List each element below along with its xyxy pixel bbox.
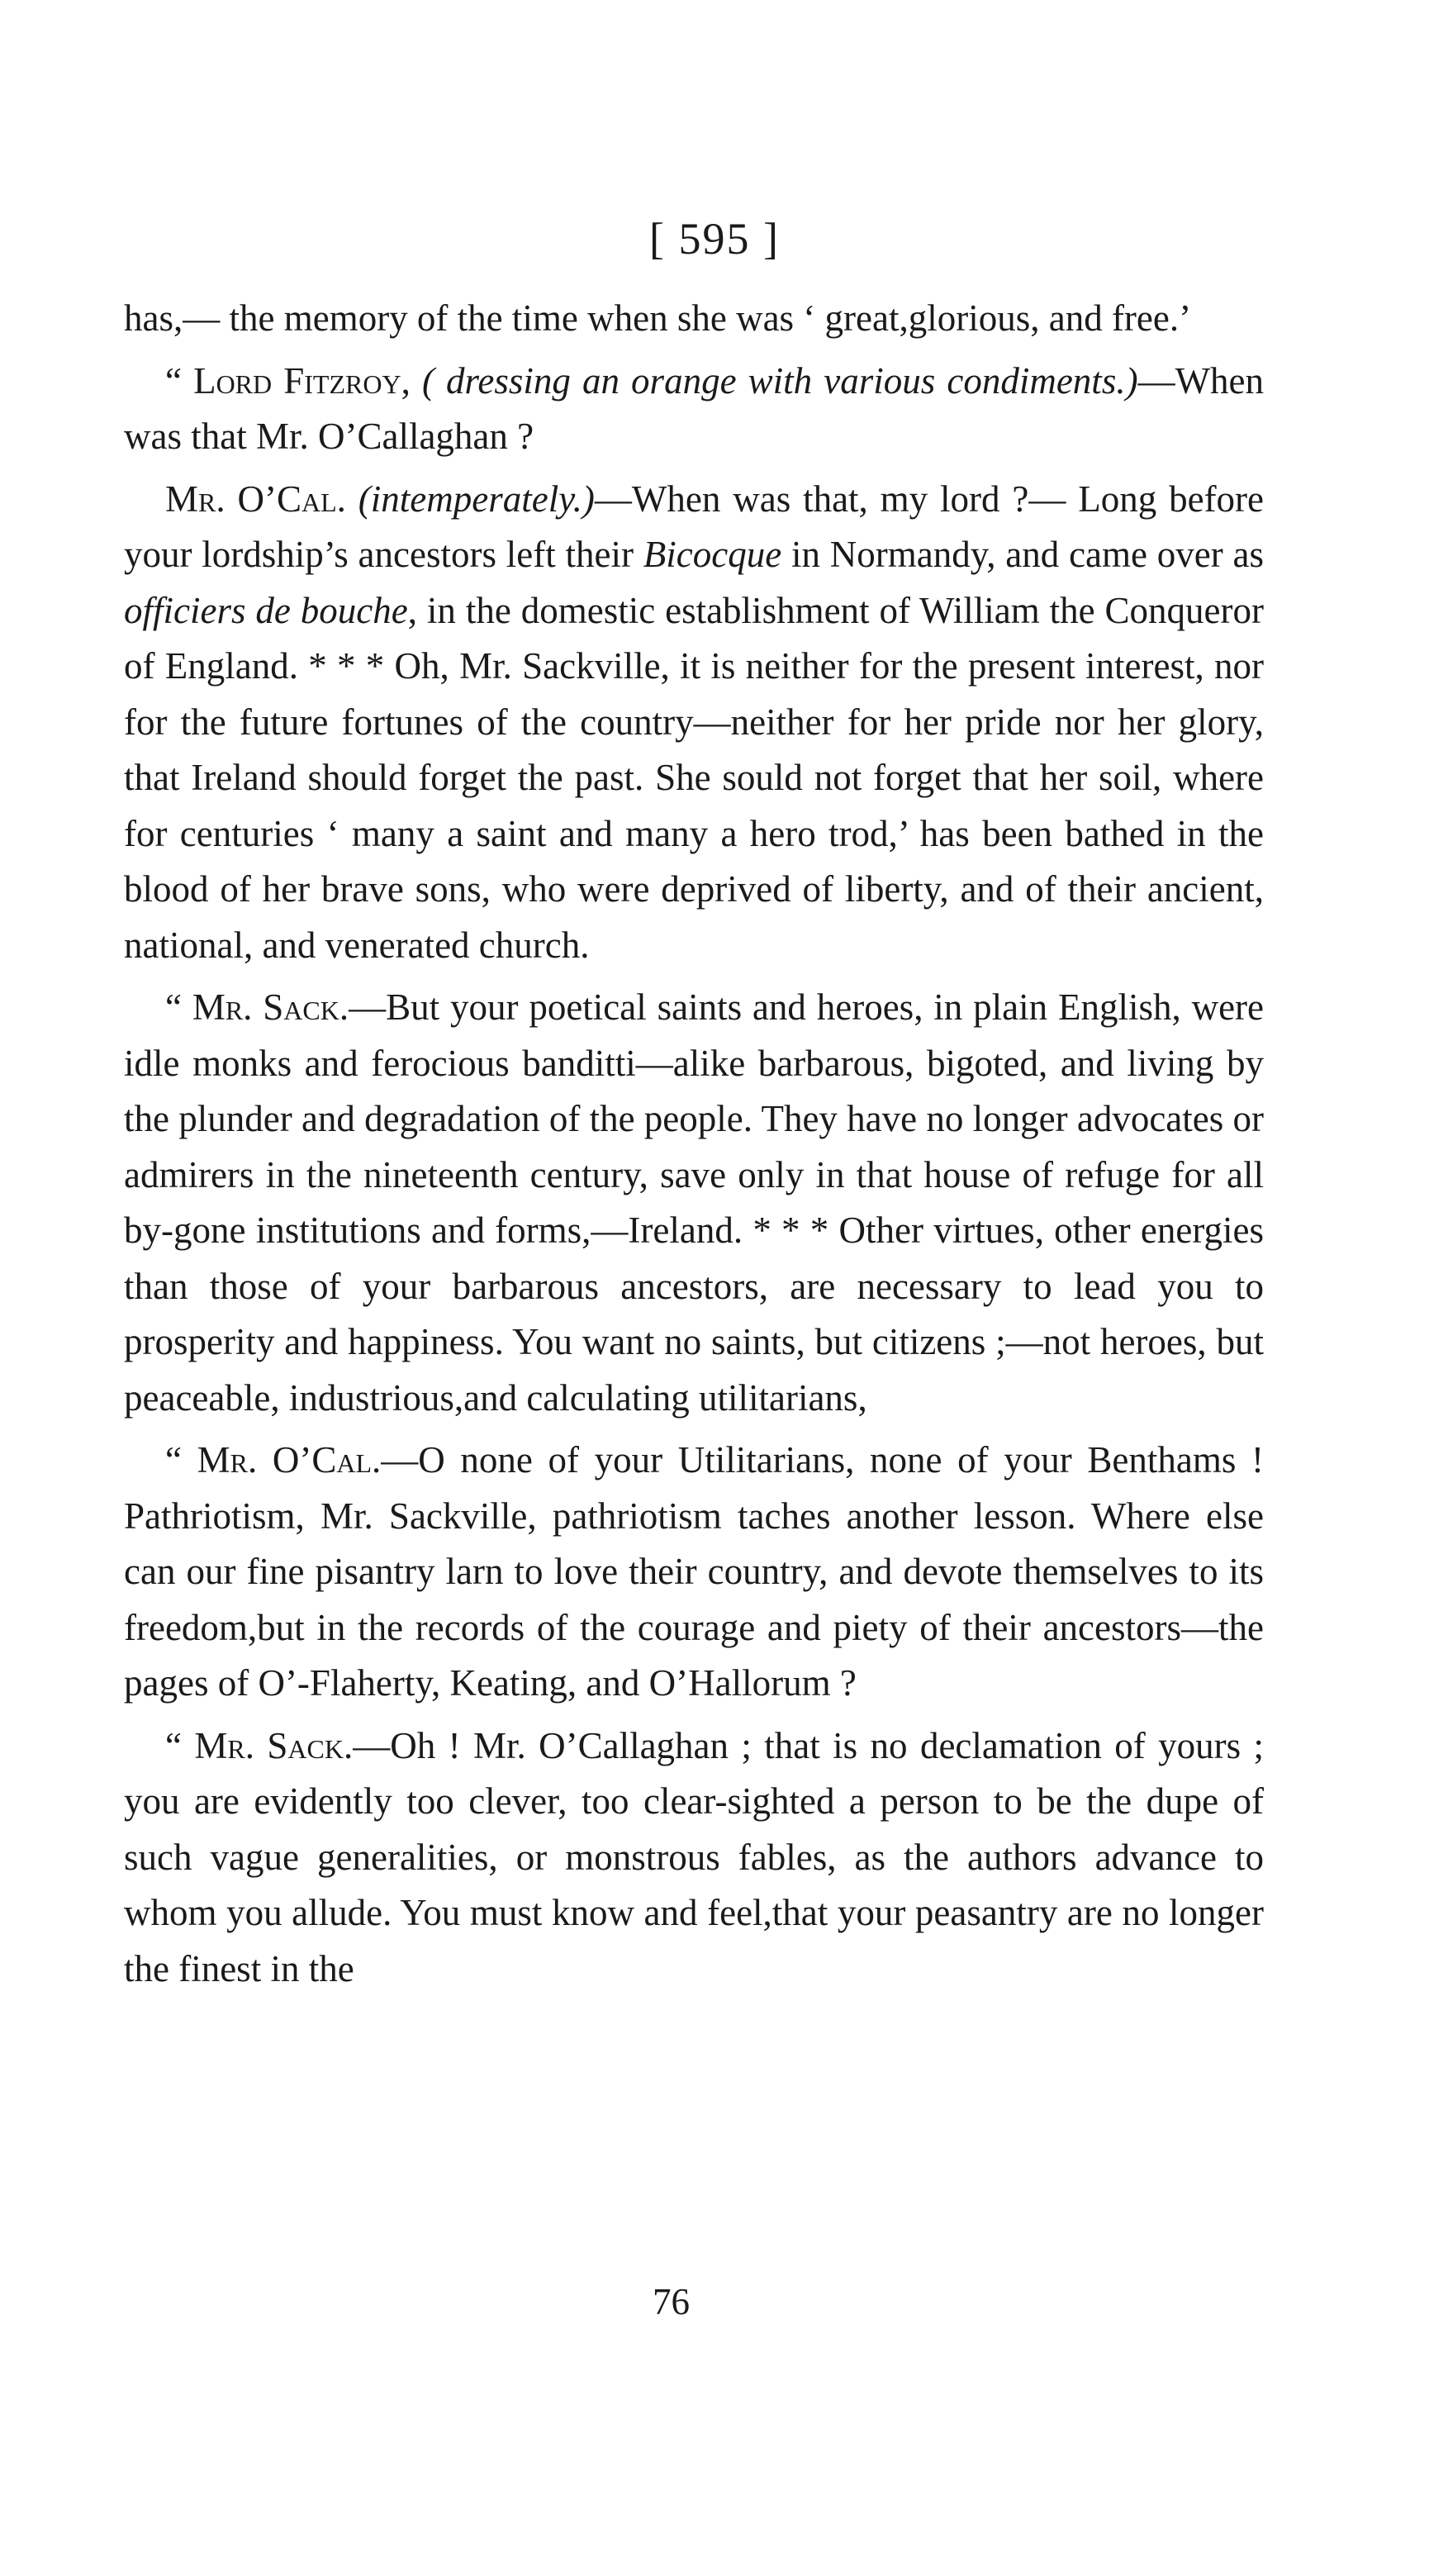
paragraph-ocallaghan-2	[124, 1433, 1264, 1712]
speaker-name: Mr. Sack.	[194, 1724, 354, 1766]
paragraph-ocallaghan-1	[124, 472, 1264, 974]
speaker-name: Mr. O’Cal.	[165, 478, 346, 520]
open-quote: “	[165, 359, 194, 402]
paragraph-text: —Oh ! Mr. O’Callaghan ; that is no declamation of yours ; you are evidently too clever, too clear-sighted a person to be the dupe of such vague generalities, or monstrous fables, as the authors advance to whom you allude. You must know and feel,that your peasantry are no longer the finest in the	[124, 1724, 1264, 1989]
paragraph-fitzroy	[124, 354, 1264, 465]
body-text	[124, 291, 1264, 2003]
stage-direction: ( dressing an orange with various condiments.)	[421, 359, 1138, 402]
italic-term: officiers de bouche	[124, 589, 408, 631]
open-quote: “	[165, 986, 192, 1028]
paragraph-text: —When was that Mr. O’Callaghan ?	[124, 359, 1265, 457]
paragraph-text: —But your poetical saints and heroes, in plain English, were idle monks and ferocious banditti—alike barbarous, bigoted, and living by the plunder and degradation of the people. They have no longer advocates or admirers in the nineteenth century, save only in that house of refuge for all by-gone institutions and forms,—Ireland. * * * Other virtues, other energies than those of your barbarous ancestors, are necessary to lead you to prosperity and happiness. You want no saints, but citizens ;—not heroes, but peaceable, industrious,and calculating utilitarians,	[124, 986, 1264, 1419]
open-quote: “	[165, 1724, 195, 1766]
paragraph-continuation	[124, 291, 1264, 347]
paragraph-text: in Normandy, and came over as	[781, 534, 1264, 575]
speaker-name: Mr. O’Cal.	[197, 1439, 382, 1480]
paragraph-text: , in the domestic establishment of William the Conqueror of England. * * * Oh, Mr. Sackville, it is neither for the present interest, nor for the future fortunes of the country—neither for her pride nor her glory, that Ireland should forget the past. She sould not forget that her soil, where for centuries ‘ many a saint and many a hero trod,’ has been bathed in the blood of her brave sons, who were deprived of liberty, and of their ancient, national, and venerated church.	[124, 589, 1264, 966]
paragraph-text: has,— the memory of the time when she was ‘ great,glorious, and free.’	[124, 297, 1192, 339]
speaker-name: Lord Fitzroy,	[193, 359, 411, 402]
page-number-header: [ 595 ]	[649, 214, 780, 264]
paragraph-sackville-2	[124, 1718, 1264, 1998]
paragraph-text: —When was that, my lord ?— Long before your lordship’s ancestors left their	[124, 478, 1265, 575]
open-quote: “	[165, 1439, 197, 1480]
signature-mark: 76	[653, 2281, 690, 2322]
stage-direction: (intemperately.)	[358, 478, 595, 520]
paragraph-text: —O none of your Utilitarians, none of your Benthams ! Pathriotism, Mr. Sackville, pathriotism taches another lesson. Where else can our fine pisantry larn to love their country, and devote themselves to its freedom,but in the records of the courage and piety of their ancestors—the pages of O’-Flaherty, Keating, and O’Hallorum ?	[124, 1439, 1264, 1704]
paragraph-sackville-1	[124, 980, 1264, 1426]
speaker-name: Mr. Sack.	[192, 986, 349, 1028]
italic-term: Bicocque	[643, 534, 782, 575]
